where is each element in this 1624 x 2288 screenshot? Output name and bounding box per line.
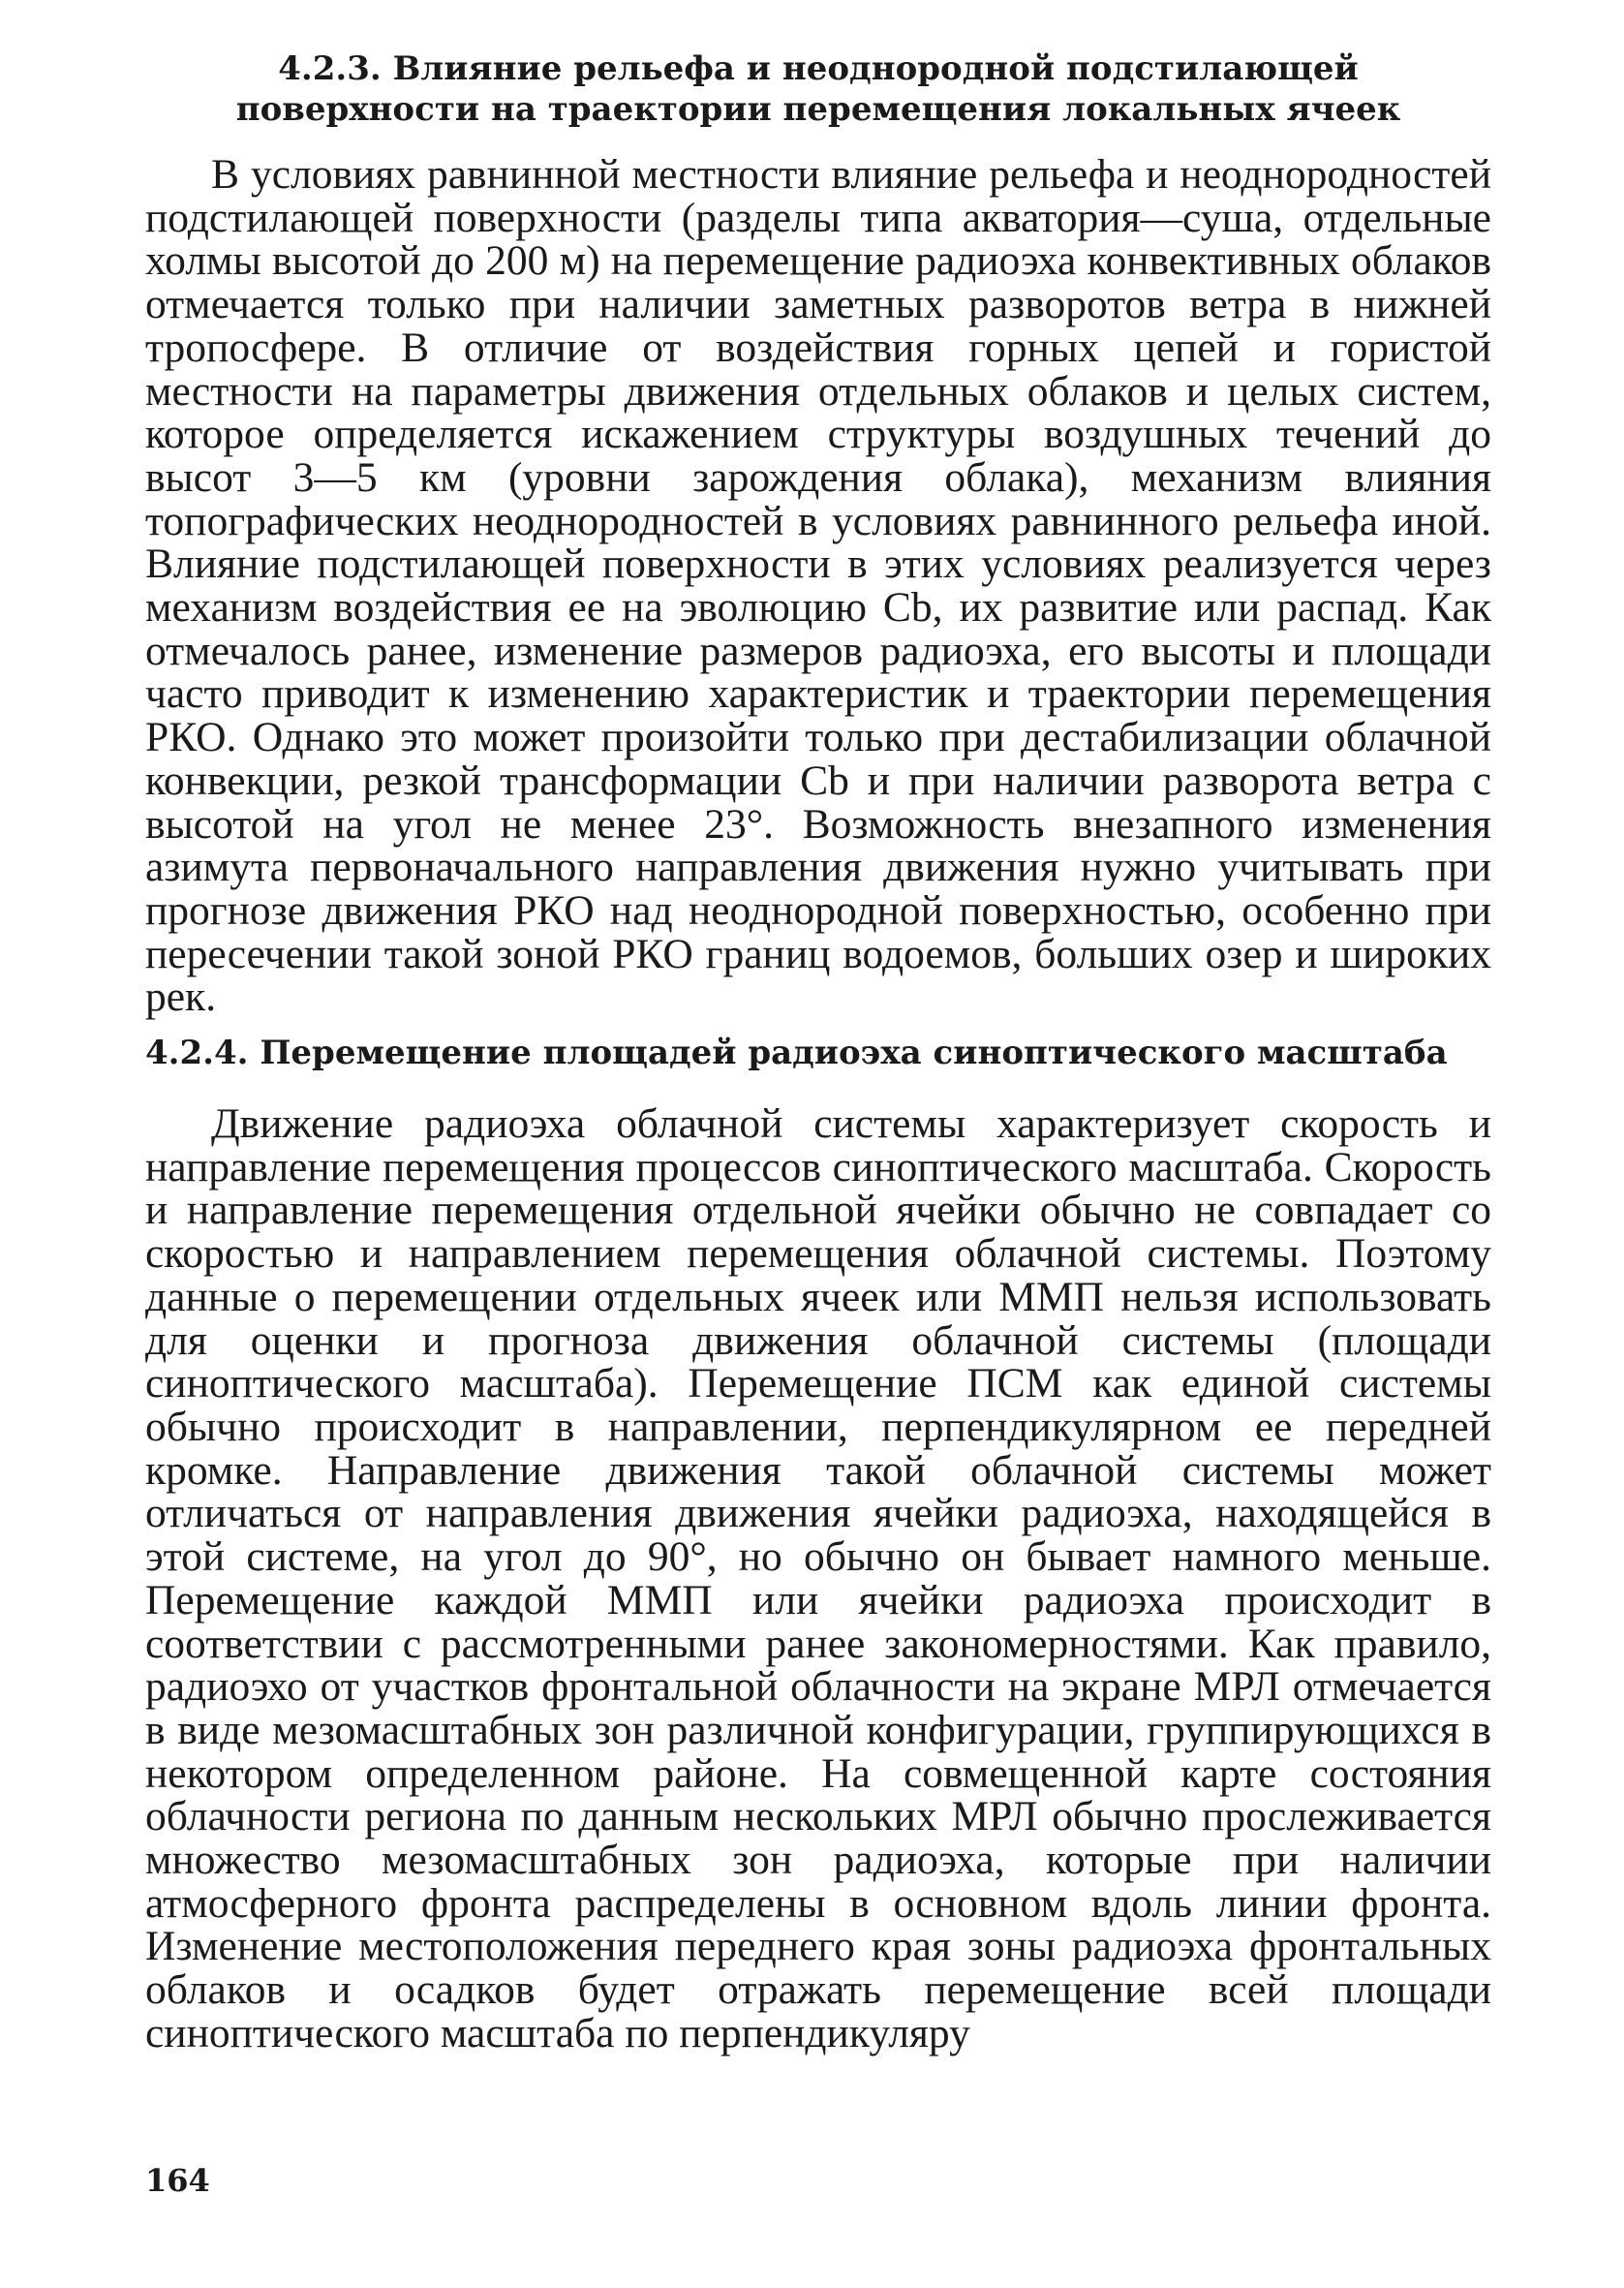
section-4-2-3-paragraph: В условиях равнинной местности влияние рельефа и неоднородностей подстилающей поверхности (разделы типа акватория—суша, отдельные холмы высотой до 200 м) на перемещение радиоэха конвективных облаков отмечается только при наличии заметных разворотов ветра в нижней тропосфере. В отличие от воздействия горных цепей и гористой местности на параметры движения отдельных облаков и целых систем, которое определяется искажением структуры воздушных течений до высот 3—5 км (уровни зарождения облака), механизм влияния топографических неоднородностей в условиях равнинного рельефа иной. Влияние подстилающей поверхности в этих условиях реализуется через механизм воздействия ее на эволюцию Cb, их развитие или распад. Как отмечалось ранее, изменение размеров радиоэха, его высоты и площади часто приводит к изменению характеристик и траектории перемещения РКО. Однако это может произойти только при дестабилизации облачной конвекции, резкой трансформации Cb и при наличии разворота ветра с высотой на угол не менее 23°. Возможность внезапного изменения азимута первоначального направления движения нужно учитывать при прогнозе движения РКО над неоднородной поверхностью, особенно при пересечении такой зоной РКО границ водоемов, больших озер и широких рек. (145, 151, 1491, 1021)
section-4-2-4-title: 4.2.4. Перемещение площадей радиоэха синоптического масштаба (145, 1034, 1448, 1073)
section-4-2-4-paragraph: Движение радиоэха облачной системы характеризует скорость и направление перемещения процессов синоптического масштаба. Скорость и направление перемещения отдельной ячейки обычно не совпадает со скоростью и направлением перемещения облачной системы. Поэтому данные о перемещении отдельных ячеек или ММП нельзя использовать для оценки и прогноза движения облачной системы (площади синоптического масштаба). Перемещение ПСМ как единой системы обычно происходит в направлении, перпендикулярном ее передней кромке. Направление движения такой облачной системы может отличаться от направления движения ячейки радиоэха, находящейся в этой системе, на угол до 90°, но обычно он бывает намного меньше. Перемещение каждой ММП или ячейки радиоэха происходит в соответствии с рассмотренными ранее закономерностями. Как правило, радиоэхо от участков фронтальной облачности на экране МРЛ отмечается в виде мезомасштабных зон различной конфигурации, группирующихся в некотором определенном районе. На совмещенной карте состояния облачности региона по данным нескольких МРЛ обычно прослеживается множество мезомасштабных зон радиоэха, которые при наличии атмосферного фронта распределены в основном вдоль линии фронта. Изменение местоположения переднего края зоны радиоэха фронтальных облаков и осадков будет отражать перемещение всей площади синоптического масштаба по перпендикуляру (145, 1100, 1491, 2056)
page-number: 164 (145, 2162, 210, 2199)
section-4-2-3-title-line1: 4.2.3. Влияние рельефа и неоднородной подстилающей (278, 49, 1359, 88)
section-4-2-3-title-line2: поверхности на траектории перемещения локальных ячеек (235, 90, 1401, 129)
page-body (145, 48, 1491, 2056)
section-4-2-3-title (145, 48, 1491, 130)
